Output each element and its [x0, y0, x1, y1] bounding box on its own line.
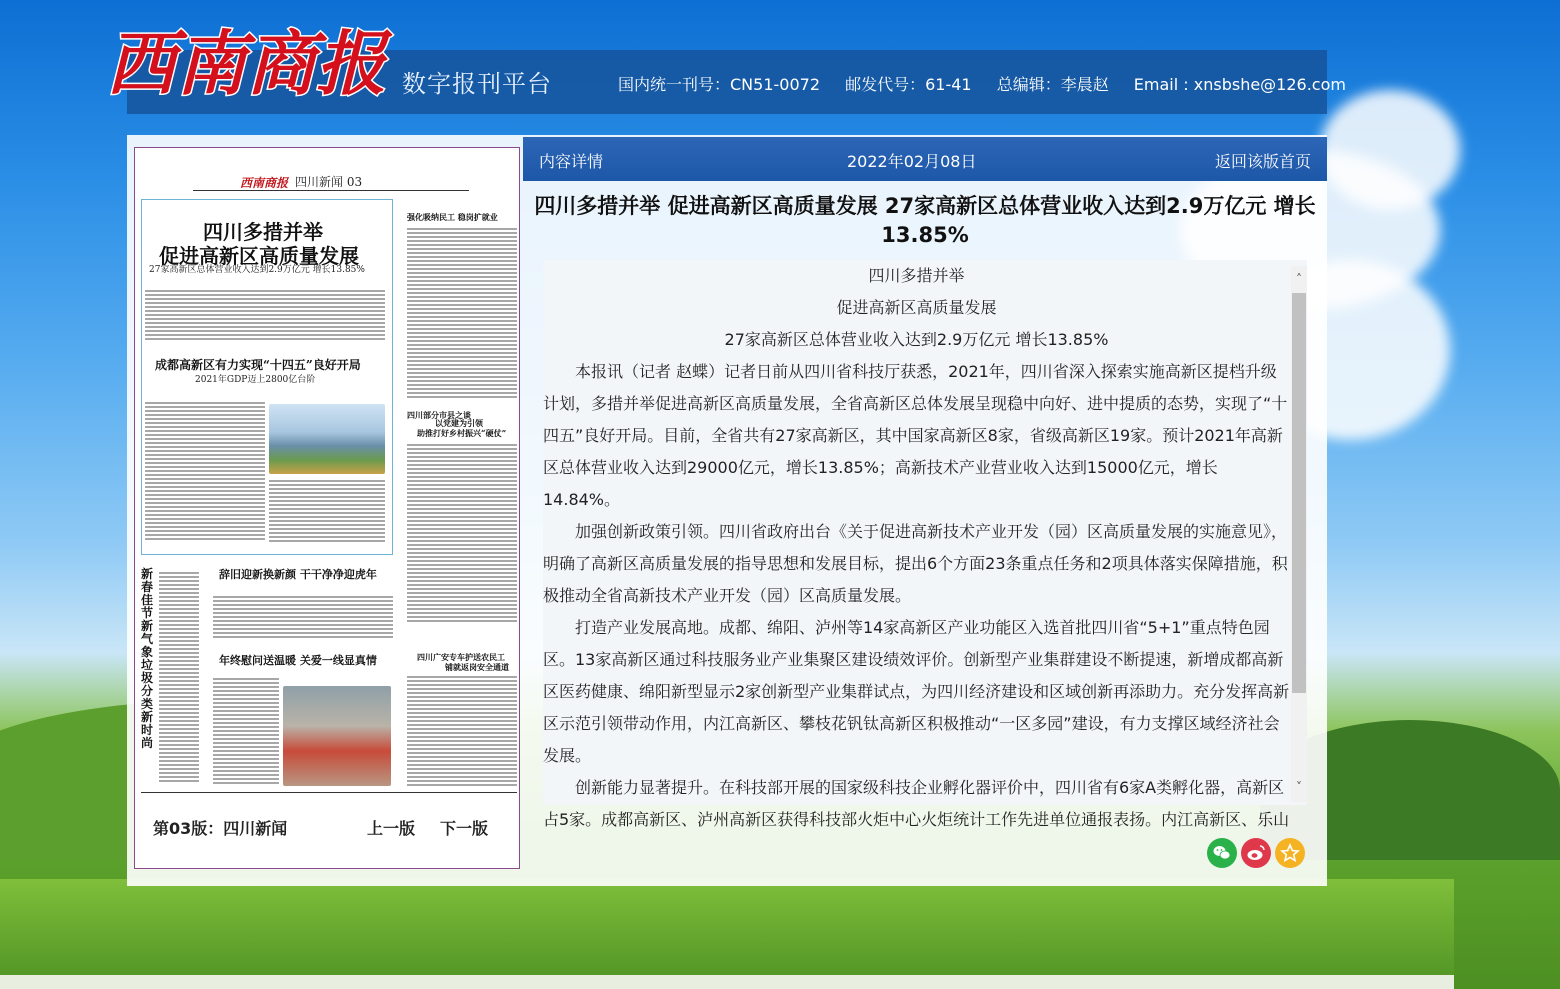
story4-title: 年终慰问送温暖 关爱一线显真情	[219, 654, 377, 667]
article-heading1: 四川多措并举	[868, 266, 965, 285]
right-column-head6: 铺就返岗安全通道	[445, 662, 509, 672]
story2-subtitle: 2021年GDP迈上2800亿台阶	[195, 375, 316, 385]
story1-title-line1: 四川多措并举	[203, 220, 323, 244]
article-paragraph: 加强创新政策引领。四川省政府出台《关于促进高新技术产业开发（园）区高质量发展的实施意见》，明确了高新区高质量发展的指导思想和发展目标，提出6个方面23条重点任务和2项具体落实保障措施，积极推动全省高新技术产业开发（园）区高质量发展。	[543, 522, 1288, 605]
text-column	[213, 678, 279, 786]
site-logo[interactable]	[106, 10, 386, 105]
footer-strip	[0, 975, 1454, 989]
text-column	[269, 480, 385, 542]
content-bar	[523, 137, 1327, 181]
back-to-page-link[interactable]: 返回该版首页	[1214, 152, 1311, 171]
story1-title-line2: 促进高新区高质量发展	[159, 244, 359, 268]
email-label[interactable]: Email : xnsbshe@126.com	[1133, 75, 1346, 94]
scroll-up-icon[interactable]: ˄	[1296, 272, 1302, 286]
grass-field	[0, 879, 1454, 989]
newspaper-masthead-logo: 西南商报	[240, 176, 289, 190]
star-icon	[1275, 838, 1305, 868]
weibo-icon	[1241, 838, 1271, 868]
story3-title: 辞旧迎新换新颜 干干净净迎虎年	[219, 568, 377, 581]
article-heading3: 27家高新区总体营业收入达到2.9万亿元 增长13.85%	[724, 330, 1109, 349]
issue-date: 2022年02月08日	[847, 152, 977, 171]
event-photo	[283, 686, 391, 786]
article-heading2: 促进高新区高质量发展	[836, 298, 997, 317]
site-logo-text: 西南商报	[106, 22, 386, 105]
text-column	[407, 228, 517, 398]
page-rule	[141, 792, 517, 793]
newspaper-section-header: 四川新闻 03	[295, 175, 363, 189]
next-page-link[interactable]: 下一版	[440, 819, 489, 838]
text-column	[407, 676, 517, 786]
right-column-head5: 四川广安专车护送农民工	[417, 652, 505, 662]
article-title: 四川多措并举 促进高新区高质量发展 27家高新区总体营业收入达到2.9万亿元 增长13.85%	[534, 194, 1316, 247]
text-column	[407, 444, 517, 624]
right-column-head2: 四川部分市县之谈	[407, 410, 471, 420]
newspaper-page[interactable]	[134, 147, 520, 869]
wechat-icon	[1207, 838, 1237, 868]
header-info	[618, 72, 1366, 95]
cloud	[1320, 90, 1460, 210]
favorite-button[interactable]	[1275, 838, 1305, 868]
scroll-down-icon[interactable]: ˅	[1296, 780, 1302, 794]
story2-title: 成都高新区有力实现“十四五”良好开局	[155, 358, 361, 372]
prev-page-link[interactable]: 上一版	[367, 819, 416, 838]
right-column-head1: 强化吸纳民工 稳岗扩就业	[407, 212, 498, 222]
postal-label: 邮发代号：61-41	[845, 75, 972, 94]
vertical-headline: 新春佳节新气象 垃圾分类新时尚	[141, 567, 154, 750]
city-photo	[269, 404, 385, 474]
content-detail-label: 内容详情	[539, 152, 604, 171]
article-scroll-area[interactable]	[543, 260, 1307, 829]
article-paragraph: 创新能力显著提升。在科技部开展的国家级科技企业孵化器评价中，四川省有6家A类孵化器，高新区占5家。成都高新区、泸州高新区获得科技部火炬中心火炬统计工作先进单位通报表扬。内江高新区、乐山	[543, 778, 1290, 829]
platform-name: 数字报刊平台	[402, 70, 552, 98]
article-paragraph: 本报讯（记者 赵蝶）记者日前从四川省科技厅获悉，2021年，四川省深入探索实施高新区提档升级计划，多措并举促进高新区高质量发展，全省高新区总体发展呈现稳中向好、进中提质的态势，实现了“十四五”良好开局。目前，全省共有27家高新区，其中国家高新区8家，省级高新区19家。预计2021年高新区总体营业收入达到29000亿元，增长13.85%；高新技术产业营业收入达到15000亿元，增长14.84%。	[543, 362, 1288, 509]
text-column	[159, 572, 199, 782]
weibo-share-button[interactable]	[1241, 838, 1271, 868]
wechat-share-button[interactable]	[1207, 838, 1237, 868]
editor-label: 总编辑：李晨赵	[996, 75, 1109, 94]
issn-label: 国内统一刊号：CN51-0072	[618, 75, 820, 94]
right-column-head4: 助推打好乡村振兴“硬仗”	[417, 428, 507, 438]
article-paragraph: 打造产业发展高地。成都、绵阳、泸州等14家高新区产业功能区入选首批四川省“5+1”重点特色园区。13家高新区通过科技服务业产业集聚区建设绩效评价。创新型产业集群建设不断提速，新增成都高新区医药健康、绵阳新型显示2家创新型产业集群试点，为四川经济建设和区域创新再添助力。充分发挥高新区示范引领带动作用，内江高新区、攀枝花钒钛高新区积极推动“一区多园”建设，有力支撑区域经济社会发展。	[543, 618, 1290, 765]
story1-subtitle: 27家高新区总体营业收入达到2.9万亿元 增长13.85%	[149, 265, 365, 275]
right-column-head3: 以党建为引领	[435, 418, 483, 428]
text-column	[213, 596, 393, 640]
text-column	[145, 402, 265, 542]
scrollbar-thumb[interactable]	[1292, 293, 1306, 693]
article-body	[543, 260, 1290, 836]
page-label: 第03版：四川新闻	[153, 819, 288, 838]
text-column	[145, 290, 385, 340]
